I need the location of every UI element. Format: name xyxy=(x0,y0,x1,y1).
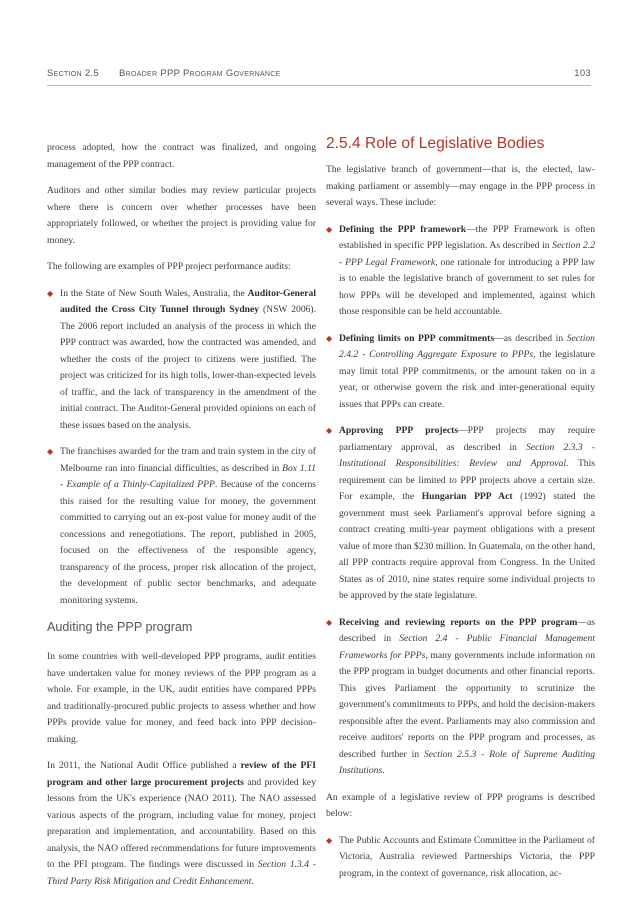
paragraph: In 2011, the National Audit Office published a review of the PFI program and other large procurement projects and provided key lessons from the UK's experience (NAO 2011). The NAO assessed various aspects of the program, including value for money, project preparation and implementation, and accountability. Based on this analysis, the NAO offered recommendations for future improvements to the PFI program. The findings were discussed in Section 1.3.4 - Third Party Risk Mitigation and Credit Enhancement. xyxy=(47,760,316,887)
paragraph: Auditors and other similar bodies may review particular projects where there is concern over whether processes have been appropriately followed, or whether the project is providing value for money. xyxy=(47,185,316,246)
paragraph: The following are examples of PPP project performance audits: xyxy=(47,261,291,272)
list-item: ◆ The Public Accounts and Estimate Committee in the Parliament of Victoria, Australia reviewed Partnerships Victoria, the PPP program, in the context of governance, risk allocation, ac- xyxy=(326,834,595,879)
legislative-roles-list xyxy=(326,222,595,780)
left-column xyxy=(47,140,316,900)
diamond-bullet-icon: ◆ xyxy=(326,426,333,435)
right-column xyxy=(326,135,596,892)
paragraph: An example of a legislative review of PPP programs is described below: xyxy=(326,791,595,819)
section-heading: 2.5.4 Role of Legislative Bodies xyxy=(326,135,545,152)
diamond-bullet-icon: ◆ xyxy=(326,224,333,234)
diamond-bullet-icon: ◆ xyxy=(326,333,333,343)
diamond-bullet-icon: ◆ xyxy=(326,617,333,627)
header-rule xyxy=(47,85,591,86)
subheading-auditing: Auditing the PPP program xyxy=(47,620,193,634)
list-item: ◆ Receiving and reviewing reports on the PPP program—as described in Section 2.4 - Public Financial Management Frameworks for PPPs, many governments include information on the PPP program in budget documents and other financial reports. This gives Parliament the opportunity to scrutinize the government's commitments to PPPs, and hold the decision-makers responsible after the event. Parliaments may also commission and receive auditors' reports on the PPP program and processes, as described further in Section 2.5.3 - Role of Supreme Auditing Institutions. xyxy=(326,616,595,776)
list-item: ◆ In the State of New South Wales, Australia, the Auditor-General audited the Cross City Tunnel through Sydney (NSW 2006). The 2006 report included an analysis of the process in which the PPP contract was awarded, how the contracted was amended, and whether the costs of the project to citizens were justified. The project was criticized for its high tolls, lower-than-expected levels of traffic, and the lack of transparency in the amendment of the initial contract. The Auditor-General provided opinions on each of these issues based on the analysis. xyxy=(47,287,317,431)
list-item: ◆ Defining limits on PPP commitments—as described in Section 2.4.2 - Controlling Aggregate Exposure to PPPs, the legislature may limit total PPP commitments, or the amount taken on in a year, or otherwise govern the risk and inter-generational equity issues that PPPs can create. xyxy=(326,332,595,410)
list-item: ◆ Approving PPP projects—PPP projects may require parliamentary approval, as described in Section 2.3.3 - Institutional Responsibilities: Review and Approval. This requirement can be limited to PPP projects above a certain size. For example, the Hungarian PPP Act (1992) stated the government must seek Parliament's approval before signing a contract creating multi-year payment obligations with a present value of more than $230 million. In Guatemala, on the other hand, all PPP contracts require approval from Congress. In the United States as of 2010, nine states require some individual projects to be approved by the state legislature. xyxy=(326,425,596,601)
section-label: Section 2.5 xyxy=(47,68,99,79)
review-example-list xyxy=(326,833,595,883)
page-header xyxy=(47,68,591,82)
paragraph: In some countries with well-developed PPP programs, audit entities have undertaken value for money reviews of the PPP program as a whole. For example, in the UK, audit entities have compared PPPs and traditionally-procured public projects to assess whether and how PPPs provide value for money, and feed back into PPP decision-making. xyxy=(47,651,316,745)
diamond-bullet-icon: ◆ xyxy=(47,447,54,456)
diamond-bullet-icon: ◆ xyxy=(47,288,54,298)
diamond-bullet-icon: ◆ xyxy=(326,835,333,845)
page-number: 103 xyxy=(574,68,591,79)
audit-examples-list xyxy=(47,286,316,610)
list-item: ◆ Defining the PPP framework—the PPP Framework is often established in specific PPP legislation. As described in Section 2.2 - PPP Legal Framework, one rationale for introducing a PPP law is to enable the legislative branch of government to set rules for how PPPs will be developed and implemented, against which those responsible can be held accountable. xyxy=(326,223,595,317)
list-item: ◆ The franchises awarded for the tram and train system in the city of Melbourne ran into financial difficulties, as described in Box 1.11 - Example of a Thinly-Capitalized PPP. Because of the concerns this raised for the resulting value for money, the government committed to carrying out an ex-post value for money audit of the concessions and renegotiations. The report, published in 2005, focused on the effectiveness of the responsible agency, transparency of the process, proper risk allocation of the project, the development of public sector benchmarks, and adequate monitoring systems. xyxy=(47,446,317,606)
paragraph: The legislative branch of government—that is, the elected, law-making parliament or assembly—may engage in the PPP process in several ways. These include: xyxy=(326,164,595,208)
paragraph: process adopted, how the contract was finalized, and ongoing management of the PPP contract. xyxy=(47,142,316,170)
chapter-title: Broader PPP Program Governance xyxy=(119,68,281,79)
